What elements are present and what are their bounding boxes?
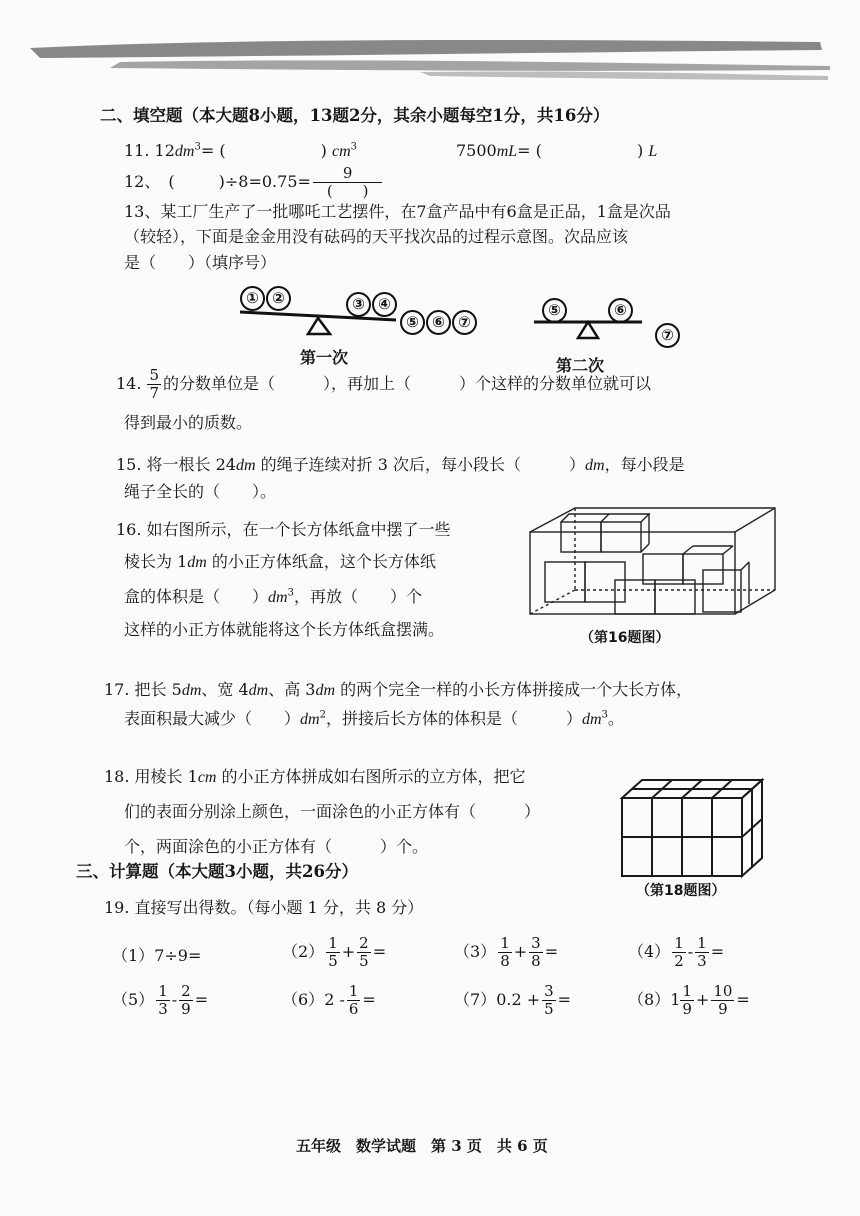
q15-line2: 绳子全长的（ ）。 xyxy=(124,482,277,501)
q18-cube-figure xyxy=(618,776,768,880)
q11: 11. $12dm^3=$ ( ) $cm^3$ xyxy=(124,141,358,160)
scale2-label: 第二次 xyxy=(556,356,605,375)
q14-line2: 得到最小的质数。 xyxy=(124,413,253,432)
q19-item-2: （2） $\frac{1}{5}$ + $\frac{2}{5}$ = xyxy=(282,933,387,970)
scale2-right-pan: ⑥ xyxy=(608,298,634,323)
q19-intro: 19. 直接写出得数。（每小题 1 分，共 8 分） xyxy=(104,898,424,917)
q13-line3: 是（ ）（填序号） xyxy=(124,253,277,272)
scale2-left-pan: ⑤ xyxy=(542,298,568,323)
q16-line3: 盒的体积是（ ）$dm^3$，再放（ ）个 xyxy=(124,587,422,606)
scale1-aside-items: ⑤ ⑥ ⑦ xyxy=(400,310,478,335)
q13-line2: （较轻），下面是金金用没有砝码的天平找次品的过程示意图。次品应该 xyxy=(124,227,629,246)
q12-fraction: $\frac{9}{( )}$ xyxy=(313,165,383,200)
scale1-left-pan: ① ② xyxy=(240,286,292,311)
q16-line2: 棱长为 1dm 的小正方体纸盒，这个长方体纸 xyxy=(124,552,436,571)
scale2-balance-icon xyxy=(532,318,644,342)
scale1-balance-icon xyxy=(238,308,398,338)
q17-line2: 表面积最大减少（ ）$dm^2$，拼接后长方体的体积是（ ）$dm^3$。 xyxy=(124,709,624,728)
q12: 12、 ( ) ÷8=0.75= $\frac{9}{( )}$ xyxy=(124,162,384,202)
q16-line1: 16. 如右图所示，在一个长方体纸盒中摆了一些 xyxy=(116,520,451,539)
page-footer: 五年级 数学试题 第 3 页 共 6 页 xyxy=(296,1137,548,1155)
q13-line1: 13、某工厂生产了一批哪吒工艺摆件，在7盒产品中有6盒是正品，1盒是次品 xyxy=(124,202,671,221)
q19-item-6: （6） 2 - $\frac{1}{6}$ = xyxy=(282,981,376,1018)
q19-item-7: （7） 0.2 + $\frac{3}{5}$ = xyxy=(454,981,572,1018)
q16-box-figure xyxy=(525,502,785,622)
q18-caption: （第18题图） xyxy=(636,883,726,899)
q17-line1: 17. 把长 5dm、宽 4dm、高 3dm 的两个完全一样的小长方体拼接成一个大长方体， xyxy=(104,680,693,699)
q19-item-1: （1） 7÷9= xyxy=(112,946,202,965)
q18-line3: 个，两面涂色的小正方体有（ ）个。 xyxy=(124,837,429,856)
q16-caption: （第16题图） xyxy=(580,630,670,646)
q19-item-3: （3） $\frac{1}{8}$ + $\frac{3}{8}$ = xyxy=(454,933,559,970)
q19-item-8: （8） 1 $\frac{1}{9}$ + $\frac{10}{9}$ = xyxy=(628,981,750,1018)
scale1-right-pan: ③ ④ xyxy=(346,292,398,317)
q11-part-b: 7500mL= ( ) L xyxy=(456,141,658,160)
q18-line2: 们的表面分别涂上颜色，一面涂色的小正方体有（ ） xyxy=(124,802,541,821)
section2-title: 二、填空题（本大题8小题，13题2分，其余小题每空1分，共16分） xyxy=(100,106,610,125)
q14-line1: 14. $\frac{5}{7}$ 的分数单位是（ ），再加上（ ）个这样的分数单位就可以 xyxy=(116,365,652,402)
scale1-label: 第一次 xyxy=(300,348,349,367)
scale2-aside-items: ⑦ xyxy=(655,323,681,348)
q15-line1: 15. 将一根长 24dm 的绳子连续对折 3 次后，每小段长（ ）dm，每小段是 xyxy=(116,455,685,474)
q16-line4: 这样的小正方体就能将这个长方体纸盒摆满。 xyxy=(124,620,445,639)
q19-item-4: （4） $\frac{1}{2}$ - $\frac{1}{3}$ = xyxy=(628,933,725,970)
top-brush-decoration xyxy=(0,0,860,90)
q19-item-5: （5） $\frac{1}{3}$ - $\frac{2}{9}$ = xyxy=(112,981,209,1018)
q18-line1: 18. 用棱长 1cm 的小正方体拼成如右图所示的立方体，把它 xyxy=(104,767,526,786)
section3-title: 三、计算题（本大题3小题，共26分） xyxy=(76,862,358,881)
